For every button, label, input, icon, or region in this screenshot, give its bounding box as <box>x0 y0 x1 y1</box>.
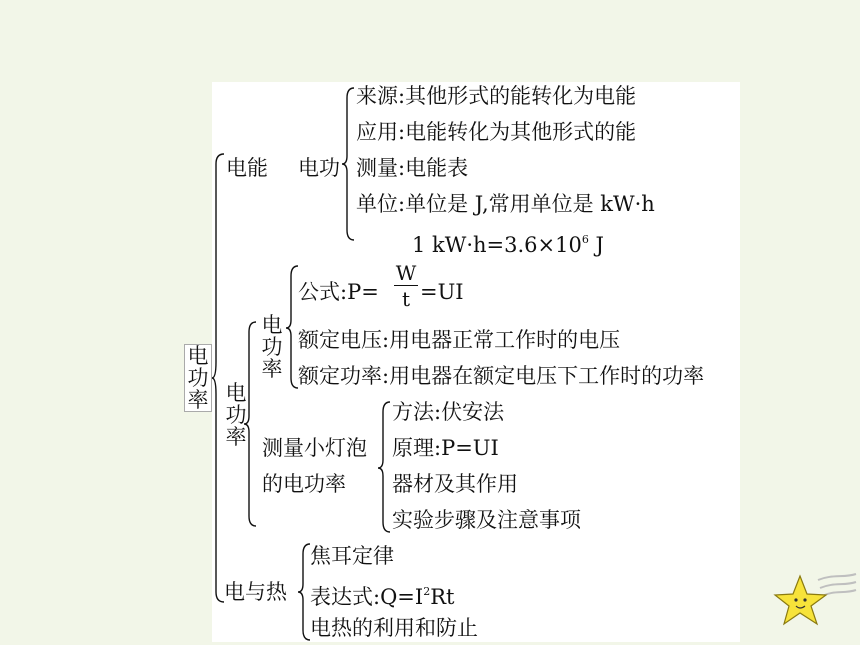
measure-brace <box>378 400 392 536</box>
measure-label-line2: 的电功率 <box>262 472 346 496</box>
heat-usage: 电热的利用和防止 <box>310 616 478 640</box>
measure-method: 方法:伏安法 <box>392 400 505 424</box>
fraction-bar <box>394 285 418 286</box>
work-brace <box>342 86 356 242</box>
root-brace <box>212 152 226 604</box>
star-icon <box>772 568 858 640</box>
power-sub-char: 率 <box>261 357 283 381</box>
measure-equipment: 器材及其作用 <box>392 472 518 496</box>
expression-prefix: 表达式:Q=I <box>310 585 424 609</box>
rated-voltage: 额定电压:用电器正常工作时的电压 <box>298 328 621 352</box>
conversion-unit: J <box>588 233 604 257</box>
energy-conversion <box>412 228 604 257</box>
power-sub-label <box>260 314 284 380</box>
energy-label: 电能 <box>226 156 268 180</box>
measure-steps: 实验步骤及注意事项 <box>392 508 581 532</box>
root-label <box>184 344 212 412</box>
root-char: 功 <box>187 366 209 390</box>
measure-label-line1: 测量小灯泡 <box>262 436 367 460</box>
heat-expression <box>310 580 454 609</box>
formula-prefix: 公式:P= <box>298 280 379 304</box>
expression-exponent: 2 <box>423 585 431 598</box>
formula-fraction <box>394 262 418 310</box>
measure-principle: 原理:P=UI <box>392 436 499 460</box>
energy-source: 来源:其他形式的能转化为电能 <box>356 84 637 108</box>
knowledge-map-card <box>187 82 740 642</box>
energy-measurement: 测量:电能表 <box>356 156 469 180</box>
power-sub-char: 电 <box>261 313 283 337</box>
power-brace <box>244 320 258 530</box>
root-char: 率 <box>187 388 209 412</box>
expression-suffix: Rt <box>430 585 455 609</box>
power-char: 率 <box>225 425 247 449</box>
power-char: 电 <box>225 381 247 405</box>
formula-suffix: =UI <box>420 280 464 304</box>
energy-application: 应用:电能转化为其他形式的能 <box>356 120 637 144</box>
work-label: 电功 <box>298 156 340 180</box>
root-char: 电 <box>187 344 209 368</box>
power-char: 功 <box>225 403 247 427</box>
formula-denominator: t <box>401 287 411 311</box>
power-sub-char: 功 <box>261 335 283 359</box>
rated-power: 额定功率:用电器在额定电压下工作时的功率 <box>298 364 705 388</box>
heat-label: 电与热 <box>224 580 287 604</box>
power-formula <box>298 280 379 304</box>
energy-unit: 单位:单位是 J,常用单位是 kW·h <box>356 192 655 216</box>
conversion-prefix: 1 kW·h=3.6×10 <box>412 233 582 257</box>
conversion-exponent: 6 <box>581 233 589 246</box>
formula-numerator: W <box>395 261 417 285</box>
heat-joule-law: 焦耳定律 <box>310 544 394 568</box>
